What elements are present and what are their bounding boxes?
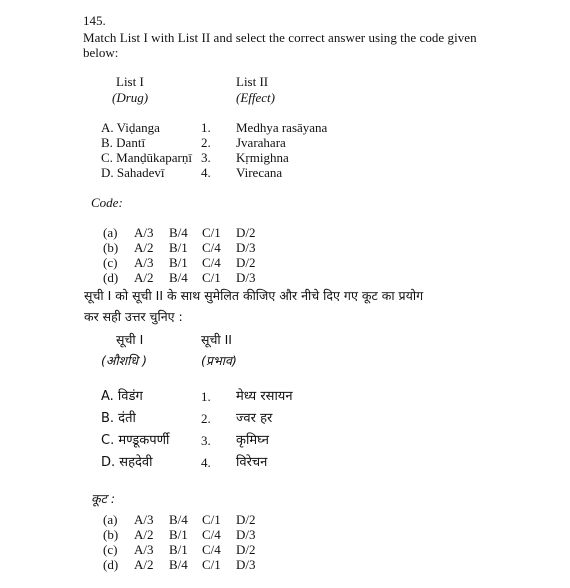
- hindi-code-label: कूट :: [91, 491, 116, 506]
- item-number: 4.: [201, 455, 211, 470]
- item-left: D. सहदेवी: [101, 455, 153, 470]
- code-label: Code:: [91, 195, 123, 210]
- list2-subheader: (Effect): [236, 90, 275, 105]
- code-d: D/3: [236, 527, 256, 542]
- option-letter: (d): [103, 270, 119, 285]
- list-item: [0, 389, 570, 407]
- code-b: B/4: [169, 557, 188, 572]
- question-text-line2: below:: [83, 45, 119, 60]
- item-right: Kṛmighna: [236, 150, 289, 165]
- code-b: B/1: [169, 527, 188, 542]
- code-c: C/1: [202, 512, 221, 527]
- item-right: विरेचन: [236, 455, 268, 470]
- code-a: A/2: [134, 240, 154, 255]
- code-d: D/2: [236, 542, 256, 557]
- item-number: 3.: [201, 433, 211, 448]
- code-a: A/2: [134, 527, 154, 542]
- item-left: C. Manḍūkaparṇī: [101, 150, 192, 165]
- question-text-line1: Match List I with List II and select the correct answer using the code given: [83, 30, 477, 45]
- item-right: मेध्य रसायन: [236, 389, 293, 404]
- code-a: A/3: [134, 512, 154, 527]
- item-left: B. दंती: [101, 411, 136, 426]
- list-item: [0, 135, 570, 150]
- item-right: कृमिघ्न: [236, 433, 269, 448]
- list-item: [0, 455, 570, 473]
- option-letter: (c): [103, 255, 118, 270]
- code-option: [0, 542, 570, 557]
- option-letter: (c): [103, 542, 118, 557]
- question-number: 145.: [83, 13, 106, 28]
- code-d: D/2: [236, 255, 256, 270]
- code-b: B/1: [169, 255, 188, 270]
- code-c: C/4: [202, 542, 221, 557]
- item-number: 3.: [201, 150, 211, 165]
- hindi-question-line2: कर सही उत्तर चुनिए :: [84, 309, 183, 324]
- code-a: A/3: [134, 225, 154, 240]
- item-right: Medhya rasāyana: [236, 120, 328, 135]
- code-b: B/4: [169, 512, 188, 527]
- code-c: C/1: [202, 557, 221, 572]
- code-option: [0, 225, 570, 240]
- code-option: [0, 255, 570, 270]
- code-d: D/3: [236, 270, 256, 285]
- code-option: [0, 512, 570, 527]
- code-b: B/1: [169, 240, 188, 255]
- code-b: B/4: [169, 270, 188, 285]
- hindi-list1-header: सूची I: [116, 332, 144, 347]
- code-a: A/2: [134, 557, 154, 572]
- option-letter: (a): [103, 225, 118, 240]
- item-left: C. मण्डूकपर्णी: [101, 433, 170, 448]
- list1-header: List I: [116, 74, 144, 89]
- code-option: [0, 270, 570, 285]
- code-a: A/3: [134, 542, 154, 557]
- item-number: 1.: [201, 120, 211, 135]
- list-item: [0, 150, 570, 165]
- hindi-question-line1: सूची I को सूची II के साथ सुमेलित कीजिए और नीचे दिए गए कूट का प्रयोग: [84, 288, 424, 303]
- item-left: A. विडंग: [101, 389, 143, 404]
- code-c: C/1: [202, 225, 221, 240]
- code-option: [0, 557, 570, 572]
- code-d: D/2: [236, 225, 256, 240]
- list-item: [0, 411, 570, 429]
- hindi-list1-subheader: (औशधि ): [101, 353, 147, 368]
- hindi-list2-header: सूची II: [201, 332, 232, 347]
- option-letter: (a): [103, 512, 118, 527]
- option-letter: (d): [103, 557, 119, 572]
- code-a: A/3: [134, 255, 154, 270]
- item-right: ज्वर हर: [236, 411, 273, 426]
- item-left: D. Sahadevī: [101, 165, 165, 180]
- code-d: D/3: [236, 240, 256, 255]
- code-c: C/1: [202, 270, 221, 285]
- code-option: [0, 527, 570, 542]
- code-c: C/4: [202, 240, 221, 255]
- list-item: [0, 120, 570, 135]
- item-number: 4.: [201, 165, 211, 180]
- code-a: A/2: [134, 270, 154, 285]
- code-c: C/4: [202, 527, 221, 542]
- code-b: B/4: [169, 225, 188, 240]
- option-letter: (b): [103, 240, 119, 255]
- list-item: [0, 165, 570, 180]
- item-right: Jvarahara: [236, 135, 286, 150]
- item-number: 1.: [201, 389, 211, 404]
- list1-subheader: (Drug): [112, 90, 149, 105]
- item-left: A. Viḍanga: [101, 120, 160, 135]
- code-d: D/2: [236, 512, 256, 527]
- hindi-list2-subheader: (प्रभाव): [201, 353, 237, 368]
- code-c: C/4: [202, 255, 221, 270]
- list2-header: List II: [236, 74, 269, 89]
- code-d: D/3: [236, 557, 256, 572]
- option-letter: (b): [103, 527, 119, 542]
- code-b: B/1: [169, 542, 188, 557]
- item-left: B. Dantī: [101, 135, 146, 150]
- code-option: [0, 240, 570, 255]
- item-number: 2.: [201, 411, 211, 426]
- item-number: 2.: [201, 135, 211, 150]
- item-right: Virecana: [236, 165, 283, 180]
- list-item: [0, 433, 570, 451]
